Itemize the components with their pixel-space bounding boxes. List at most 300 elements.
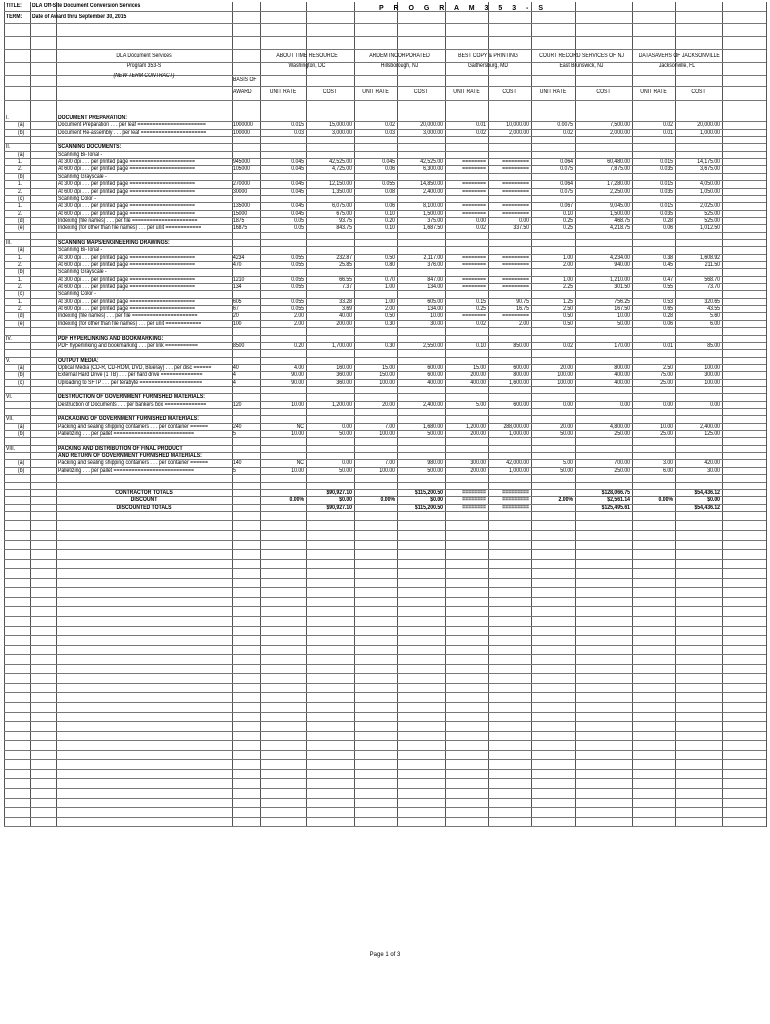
cost-cell: 73.70 bbox=[707, 284, 720, 291]
unit-rate-cell: 0.38 bbox=[663, 254, 673, 261]
unit-rate-cell: 0.00% bbox=[380, 497, 395, 504]
item-description: External Hard Drive (1 TB) . . . per hard drive ============== bbox=[58, 372, 203, 379]
cost-cell: $54,436.12 bbox=[694, 489, 720, 496]
vendor-name: COURT RECORD SERVICES OF NJ bbox=[539, 53, 624, 59]
cost-cell: $128,066.75 bbox=[601, 489, 630, 496]
grid-row-line bbox=[4, 549, 766, 550]
unit-rate-cell: 1.00 bbox=[385, 284, 395, 291]
cost-cell: 10.00 bbox=[430, 313, 443, 320]
unit-rate-cell: 0.02 bbox=[563, 129, 573, 136]
unit-rate-cell: 0.035 bbox=[660, 166, 673, 173]
vendor-name: BEST COPY & PRINTING bbox=[458, 53, 518, 59]
grid-row-line bbox=[4, 587, 766, 588]
unit-rate-cell: 2.50 bbox=[663, 364, 673, 371]
unit-rate-cell: 0.01 bbox=[663, 342, 673, 349]
grid-row-line bbox=[4, 195, 766, 196]
grid-row-line bbox=[4, 731, 766, 732]
unit-rate-cell: 15.00 bbox=[473, 364, 486, 371]
cost-cell: 134.00 bbox=[427, 284, 443, 291]
grid-row-line bbox=[4, 721, 766, 722]
cost-cell: 6,300.00 bbox=[423, 166, 443, 173]
grid-row-line bbox=[4, 100, 766, 101]
grid-row-line bbox=[4, 654, 766, 655]
cost-cell: 15,000.00 bbox=[329, 122, 352, 129]
unit-rate-cell: ======== bbox=[462, 489, 486, 496]
grid-row-line bbox=[4, 826, 766, 827]
item-letter: (b) bbox=[18, 173, 25, 180]
item-letter: 1. bbox=[18, 298, 23, 305]
unit-rate-cell: 10.00 bbox=[291, 467, 304, 474]
item-description: Packing and sealing shipping containers . . . per container ====== bbox=[58, 423, 208, 430]
item-letter: 2. bbox=[18, 210, 23, 217]
item-description: Scanning Bi-Tonal - bbox=[58, 151, 103, 158]
unit-rate-cell: 0.65 bbox=[663, 306, 673, 313]
cost-cell: 3,000.00 bbox=[332, 129, 352, 136]
grid-row-line bbox=[4, 36, 766, 37]
basis-of-award: 5 bbox=[233, 431, 236, 438]
grid-row-line bbox=[4, 778, 766, 779]
unit-rate-cell: 0.045 bbox=[291, 188, 304, 195]
cost-cell: 4,218.75 bbox=[610, 225, 630, 232]
unit-rate-cell: ======== bbox=[462, 262, 486, 268]
cost-cell: 800.00 bbox=[614, 364, 630, 371]
cost-cell: $125,495.61 bbox=[601, 504, 630, 511]
grid-row-line bbox=[4, 386, 766, 387]
unit-rate-cell: 0.53 bbox=[663, 298, 673, 305]
page-footer: Page 1 of 3 bbox=[369, 952, 401, 958]
cost-cell: 5.60 bbox=[710, 313, 720, 320]
unit-rate-cell: 3.00 bbox=[663, 460, 673, 467]
cost-cell: 14,850.00 bbox=[420, 181, 443, 188]
grid-row-line bbox=[4, 49, 766, 50]
unit-rate-cell: 0.02 bbox=[663, 122, 673, 129]
unit-rate-cell: ======== bbox=[462, 313, 486, 320]
total-label: CONTRACTOR TOTALS bbox=[115, 489, 173, 496]
cost-cell: ========= bbox=[502, 188, 529, 195]
cost-cell: 25.85 bbox=[339, 262, 352, 268]
grid-row-line bbox=[4, 692, 766, 693]
cost-cell: ========= bbox=[502, 313, 529, 320]
cost-cell: 376.00 bbox=[427, 262, 443, 268]
unit-rate-cell: 200.00 bbox=[470, 467, 486, 474]
vendor-city: East Brunswick, NJ bbox=[559, 63, 604, 69]
document-title: DLA Off-Site Document Conversion Services bbox=[32, 3, 141, 9]
section-number: II. bbox=[6, 144, 11, 151]
unit-rate-cell: 0.10 bbox=[385, 210, 395, 217]
cost-cell: 17,280.00 bbox=[607, 181, 630, 188]
cost-cell: 4,050.00 bbox=[700, 181, 720, 188]
unit-rate-cell: NC bbox=[296, 423, 304, 430]
grid-row-line bbox=[4, 626, 766, 627]
cost-cell: 20,000.00 bbox=[697, 122, 720, 129]
grid-row-line bbox=[4, 568, 766, 569]
unit-rate-cell: 100.00 bbox=[379, 467, 395, 474]
unit-rate-cell: 0.45 bbox=[663, 262, 673, 268]
unit-rate-cell: 0.08 bbox=[385, 188, 395, 195]
grid-row-line bbox=[4, 807, 766, 808]
program-banner: P R O G R A M 3 5 3 - S bbox=[379, 5, 547, 12]
cost-cell: 1,687.50 bbox=[423, 225, 443, 232]
unit-rate-cell: 0.035 bbox=[660, 210, 673, 217]
item-letter: 1. bbox=[18, 203, 23, 210]
unit-rate-cell: 0.20 bbox=[385, 217, 395, 224]
item-description: OUTPUT MEDIA: bbox=[58, 357, 99, 364]
item-letter: (a) bbox=[18, 423, 25, 430]
unit-rate-cell: 0.00% bbox=[658, 497, 673, 504]
cost-cell: 93.75 bbox=[339, 217, 352, 224]
cost-cell: 800.00 bbox=[513, 372, 529, 379]
unit-rate-cell: 0.05 bbox=[294, 217, 304, 224]
item-description: Scanning Color - bbox=[58, 291, 96, 298]
cost-cell: 20,000.00 bbox=[420, 122, 443, 129]
cost-cell: 337.50 bbox=[513, 225, 529, 232]
basis-of-award: 15000 bbox=[233, 210, 248, 217]
cost-cell: 2.00 bbox=[519, 320, 529, 327]
unit-rate-cell: 0.02 bbox=[476, 320, 486, 327]
item-letter: (e) bbox=[18, 225, 25, 232]
cost-cell: 1,500.00 bbox=[610, 210, 630, 217]
grid-row-line bbox=[4, 357, 766, 358]
basis-of-award: 100000 bbox=[233, 129, 251, 136]
cost-cell: 12,150.00 bbox=[329, 181, 352, 188]
item-description: Scanning Bi-Tonal - bbox=[58, 247, 103, 254]
grid-row-line bbox=[4, 520, 766, 521]
unit-rate-cell: 0.28 bbox=[663, 217, 673, 224]
basis-of-award: 605 bbox=[233, 298, 242, 305]
grid-row-line bbox=[4, 511, 766, 512]
bid-abstract-sheet bbox=[4, 2, 766, 827]
unit-rate-cell: 0.10 bbox=[385, 225, 395, 232]
cost-cell: 7,500.00 bbox=[610, 122, 630, 129]
item-letter: 2. bbox=[18, 306, 23, 313]
grid-row-line bbox=[4, 673, 766, 674]
grid-row-line bbox=[4, 408, 766, 409]
grid-row-line bbox=[4, 349, 766, 350]
item-description: Optical Media (CD-R, CD-ROM, DVD, Blueray) . . . per disc ====== bbox=[58, 364, 212, 371]
cost-cell: 3,000.00 bbox=[423, 129, 443, 136]
unit-rate-cell: 0.47 bbox=[663, 276, 673, 283]
basis-of-award: 240 bbox=[233, 423, 242, 430]
title-label: TITLE: bbox=[6, 3, 22, 9]
total-label: DISCOUNT bbox=[130, 497, 158, 504]
cost-cell: $54,436.12 bbox=[694, 504, 720, 511]
cost-cell: 1,210.00 bbox=[610, 276, 630, 283]
unit-rate-cell: 0.05 bbox=[294, 225, 304, 232]
section-number: V. bbox=[6, 357, 11, 364]
unit-rate-cell: 5.00 bbox=[563, 460, 573, 467]
basis-of-label: BASIS OF bbox=[233, 77, 257, 83]
cost-cell: 2,400.00 bbox=[700, 423, 720, 430]
cost-cell: 9,045.00 bbox=[610, 203, 630, 210]
unit-rate-cell: 1.00 bbox=[385, 298, 395, 305]
basis-of-award: 4 bbox=[233, 372, 236, 379]
unit-rate-cell: ======== bbox=[462, 504, 486, 511]
unit-rate-cell: 0.015 bbox=[660, 159, 673, 166]
unit-rate-cell: 0.075 bbox=[560, 188, 573, 195]
unit-rate-cell: 0.067 bbox=[560, 203, 573, 210]
unit-rate-cell: 0.02 bbox=[476, 129, 486, 136]
unit-rate-cell: 0.00% bbox=[289, 497, 304, 504]
basis-of-award: 20 bbox=[233, 313, 239, 320]
section-number: IV. bbox=[6, 335, 12, 342]
cost-cell: 50.00 bbox=[339, 431, 352, 438]
unit-rate-cell: 400.00 bbox=[470, 379, 486, 386]
unit-rate-cell: 25.00 bbox=[660, 431, 673, 438]
cost-cell: 42,525.00 bbox=[329, 159, 352, 166]
unit-rate-cell: ======== bbox=[462, 188, 486, 195]
cost-cell: 2,250.00 bbox=[610, 188, 630, 195]
cost-cell: 4,234.00 bbox=[610, 254, 630, 261]
unit-rate-cell: NC bbox=[296, 460, 304, 467]
basis-of-award: 470 bbox=[233, 262, 242, 268]
item-letter: (a) bbox=[18, 247, 25, 254]
unit-rate-cell: 15.00 bbox=[382, 364, 395, 371]
cost-cell: 42,000.00 bbox=[506, 460, 529, 467]
unit-rate-cell: 4.00 bbox=[294, 364, 304, 371]
basis-of-award: 30000 bbox=[233, 188, 248, 195]
unit-rate-cell: 0.055 bbox=[291, 276, 304, 283]
item-letter: (d) bbox=[18, 313, 25, 320]
grid-row-line bbox=[4, 474, 766, 475]
cost-header: COST bbox=[502, 89, 517, 95]
section-number: VII. bbox=[6, 416, 14, 423]
unit-rate-cell: 2.00 bbox=[563, 262, 573, 268]
unit-rate-cell: ======== bbox=[462, 166, 486, 173]
cost-cell: 1,350.00 bbox=[332, 188, 352, 195]
section-number: VIII. bbox=[6, 445, 16, 452]
item-description: At 300 dpi . . . per printed page ====================== bbox=[58, 254, 195, 261]
intro-line1: DLA Document Services bbox=[116, 53, 172, 59]
unit-rate-cell: 100.00 bbox=[557, 379, 573, 386]
cost-cell: ========= bbox=[502, 504, 529, 511]
cost-header: COST bbox=[322, 89, 338, 95]
unit-rate-cell: ======== bbox=[462, 181, 486, 188]
item-letter: (e) bbox=[18, 320, 25, 327]
cost-cell: 134.00 bbox=[427, 306, 443, 313]
item-description: Indexing (for other than file names) . . . per unit ============ bbox=[58, 225, 202, 232]
unit-rate-cell: 0.03 bbox=[294, 129, 304, 136]
cost-cell: ========= bbox=[502, 159, 529, 166]
unit-rate-cell: 0.045 bbox=[291, 210, 304, 217]
basis-of-award: 134 bbox=[233, 284, 242, 291]
cost-cell: 980.00 bbox=[427, 460, 443, 467]
unit-rate-cell: 0.30 bbox=[385, 342, 395, 349]
unit-rate-cell: 0.25 bbox=[476, 306, 486, 313]
grid-row-line bbox=[4, 759, 766, 760]
item-description: Document Preparation . . . per leaf ======================= bbox=[58, 122, 206, 129]
cost-cell: 468.75 bbox=[614, 217, 630, 224]
cost-cell: 43.55 bbox=[707, 306, 720, 313]
cost-cell: 33.28 bbox=[339, 298, 352, 305]
cost-cell: 1,608.92 bbox=[700, 254, 720, 261]
cost-cell: ========= bbox=[502, 276, 529, 283]
intro-line2: Program 353-S bbox=[126, 63, 162, 69]
basis-of-award: 4234 bbox=[233, 254, 245, 261]
item-letter: 2. bbox=[18, 262, 23, 268]
grid-row-line bbox=[4, 750, 766, 751]
grid-column-line bbox=[766, 2, 767, 827]
unit-rate-cell: 0.70 bbox=[385, 276, 395, 283]
item-description: Indexing (file names) . . . per file ====================== bbox=[58, 217, 198, 224]
cost-cell: 30.00 bbox=[430, 320, 443, 327]
unit-rate-cell: 0.075 bbox=[560, 166, 573, 173]
unit-rate-cell: 1.25 bbox=[563, 298, 573, 305]
grid-row-line bbox=[4, 702, 766, 703]
unit-rate-cell: 0.045 bbox=[291, 181, 304, 188]
cost-cell: 2,025.00 bbox=[700, 203, 720, 210]
cost-cell: ========= bbox=[502, 166, 529, 173]
cost-cell: 6,075.00 bbox=[332, 203, 352, 210]
basis-of-award: 1210 bbox=[233, 276, 245, 283]
cost-cell: 400.00 bbox=[614, 372, 630, 379]
grid-row-line bbox=[4, 616, 766, 617]
cost-cell: 6.00 bbox=[710, 320, 720, 327]
cost-cell: 3.69 bbox=[342, 306, 352, 313]
unit-rate-cell: 0.06 bbox=[663, 320, 673, 327]
cost-cell: 400.00 bbox=[427, 379, 443, 386]
unit-rate-cell: 0.015 bbox=[660, 203, 673, 210]
award-label: AWARD bbox=[233, 89, 252, 95]
cost-cell: $0.00 bbox=[430, 497, 443, 504]
unit-rate-header: UNIT RATE bbox=[269, 89, 297, 95]
cost-cell: 301.50 bbox=[614, 284, 630, 291]
unit-rate-cell: 10.00 bbox=[291, 401, 304, 408]
unit-rate-cell: 20.00 bbox=[560, 364, 573, 371]
unit-rate-cell: 90.00 bbox=[291, 372, 304, 379]
cost-cell: 0.00 bbox=[519, 217, 529, 224]
cost-cell: 0.00 bbox=[342, 460, 352, 467]
cost-cell: 90.75 bbox=[516, 298, 529, 305]
unit-rate-cell: 0.03 bbox=[385, 129, 395, 136]
unit-rate-cell: 0.15 bbox=[476, 298, 486, 305]
item-description: PDF HYPERLINKING AND BOOKMARKING: bbox=[58, 335, 164, 342]
cost-cell: 125.00 bbox=[704, 431, 720, 438]
basis-of-award: 40 bbox=[233, 364, 239, 371]
cost-cell: 1,700.00 bbox=[332, 342, 352, 349]
cost-cell: 600.00 bbox=[427, 372, 443, 379]
unit-rate-cell: 0.02 bbox=[385, 122, 395, 129]
item-description: Packing and sealing shipping containers . . . per container ====== bbox=[58, 460, 208, 467]
unit-rate-cell: 2.00 bbox=[294, 320, 304, 327]
item-description: At 600 dpi . . . per printed page ====================== bbox=[58, 166, 195, 173]
item-letter: (b) bbox=[18, 372, 25, 379]
grid-row-line bbox=[4, 530, 766, 531]
item-letter: (c) bbox=[18, 291, 24, 298]
grid-row-line bbox=[4, 769, 766, 770]
unit-rate-cell: 0.25 bbox=[563, 217, 573, 224]
cost-cell: 85.00 bbox=[707, 342, 720, 349]
unit-rate-cell: 0.50 bbox=[563, 313, 573, 320]
unit-rate-cell: 7.00 bbox=[385, 423, 395, 430]
cost-cell: 40.00 bbox=[339, 313, 352, 320]
grid-row-line bbox=[4, 327, 766, 328]
unit-rate-cell: 6.00 bbox=[663, 467, 673, 474]
grid-row-line bbox=[4, 437, 766, 438]
unit-rate-cell: 0.50 bbox=[385, 313, 395, 320]
unit-rate-cell: 1.00 bbox=[563, 254, 573, 261]
vendor-city: Washington, DC bbox=[288, 63, 326, 69]
cost-cell: ========= bbox=[502, 203, 529, 210]
item-letter: 1. bbox=[18, 181, 23, 188]
unit-rate-cell: ======== bbox=[462, 254, 486, 261]
basis-of-award: 135000 bbox=[233, 203, 251, 210]
unit-rate-cell: 0.055 bbox=[382, 181, 395, 188]
cost-cell: 211.50 bbox=[704, 262, 720, 268]
grid-row-line bbox=[4, 740, 766, 741]
cost-cell: ========= bbox=[502, 254, 529, 261]
cost-cell: 250.00 bbox=[614, 431, 630, 438]
cost-cell: 200.00 bbox=[336, 320, 352, 327]
unit-rate-cell: 0.045 bbox=[382, 159, 395, 166]
basis-of-award: 105000 bbox=[233, 166, 251, 173]
cost-cell: 66.55 bbox=[339, 276, 352, 283]
unit-rate-cell: ======== bbox=[462, 210, 486, 217]
item-description: PACKING AND DISTRIBUTION OF FINAL PRODUCT bbox=[58, 445, 183, 452]
cost-cell: 0.00 bbox=[342, 423, 352, 430]
grid-row-line bbox=[4, 606, 766, 607]
cost-cell: 42,525.00 bbox=[420, 159, 443, 166]
cost-cell: ========= bbox=[502, 497, 529, 504]
cost-cell: 232.87 bbox=[336, 254, 352, 261]
cost-cell: 847.00 bbox=[427, 276, 443, 283]
unit-rate-cell: 0.02 bbox=[563, 342, 573, 349]
item-letter: (a) bbox=[18, 151, 25, 158]
unit-rate-cell: 0.055 bbox=[291, 284, 304, 291]
item-description: At 300 dpi . . . per printed page ====================== bbox=[58, 181, 195, 188]
cost-cell: ========= bbox=[502, 181, 529, 188]
unit-rate-cell: 0.10 bbox=[476, 342, 486, 349]
basis-of-award: 120 bbox=[233, 401, 242, 408]
vendor-city: Hillsborough, NJ bbox=[380, 63, 419, 69]
item-letter: 1. bbox=[18, 254, 23, 261]
item-description: Indexing (file names) . . . per file ====================== bbox=[58, 313, 198, 320]
grid-row-line bbox=[4, 482, 766, 483]
cost-cell: 2,000.00 bbox=[509, 129, 529, 136]
unit-rate-cell: 0.01 bbox=[476, 122, 486, 129]
cost-cell: 1,600.00 bbox=[509, 379, 529, 386]
unit-rate-cell: 2.00 bbox=[385, 306, 395, 313]
cost-cell: 50.00 bbox=[339, 467, 352, 474]
intro-line3: (NEW TERM CONTRACT) bbox=[113, 73, 175, 79]
item-description: At 300 dpi . . . per printed page ====================== bbox=[58, 203, 195, 210]
grid-row-line bbox=[4, 268, 766, 269]
unit-rate-cell: 200.00 bbox=[470, 372, 486, 379]
cost-cell: 50.00 bbox=[617, 320, 630, 327]
unit-rate-header: UNIT RATE bbox=[539, 89, 567, 95]
unit-rate-cell: 0.25 bbox=[563, 225, 573, 232]
cost-cell: 940.00 bbox=[614, 262, 630, 268]
grid-row-line bbox=[4, 540, 766, 541]
unit-rate-cell: 150.00 bbox=[379, 372, 395, 379]
grid-row-line bbox=[4, 798, 766, 799]
cost-cell: ========= bbox=[502, 210, 529, 217]
item-description: PACKAGING OF GOVERNMENT FURNISHED MATERIALS: bbox=[58, 416, 199, 423]
unit-rate-header: UNIT RATE bbox=[453, 89, 480, 95]
item-description: At 300 dpi . . . per printed page ====================== bbox=[58, 276, 195, 283]
item-description: At 600 dpi . . . per printed page ====================== bbox=[58, 306, 195, 313]
unit-rate-cell: 2.00 bbox=[294, 313, 304, 320]
cost-cell: 8,100.00 bbox=[423, 203, 443, 210]
unit-rate-cell: 0.30 bbox=[385, 320, 395, 327]
cost-cell: 250.00 bbox=[614, 467, 630, 474]
grid-row-line bbox=[4, 86, 766, 87]
item-description: AND RETURN OF GOVERNMENT FURNISHED MATERIALS: bbox=[58, 453, 202, 460]
item-description: At 600 dpi . . . per printed page ====================== bbox=[58, 262, 195, 268]
item-letter: (d) bbox=[18, 217, 25, 224]
unit-rate-cell: 0.20 bbox=[294, 342, 304, 349]
item-description: Uploading to SFTP . . . per terabyte ===================== bbox=[58, 379, 203, 386]
item-letter: (c) bbox=[18, 379, 24, 386]
